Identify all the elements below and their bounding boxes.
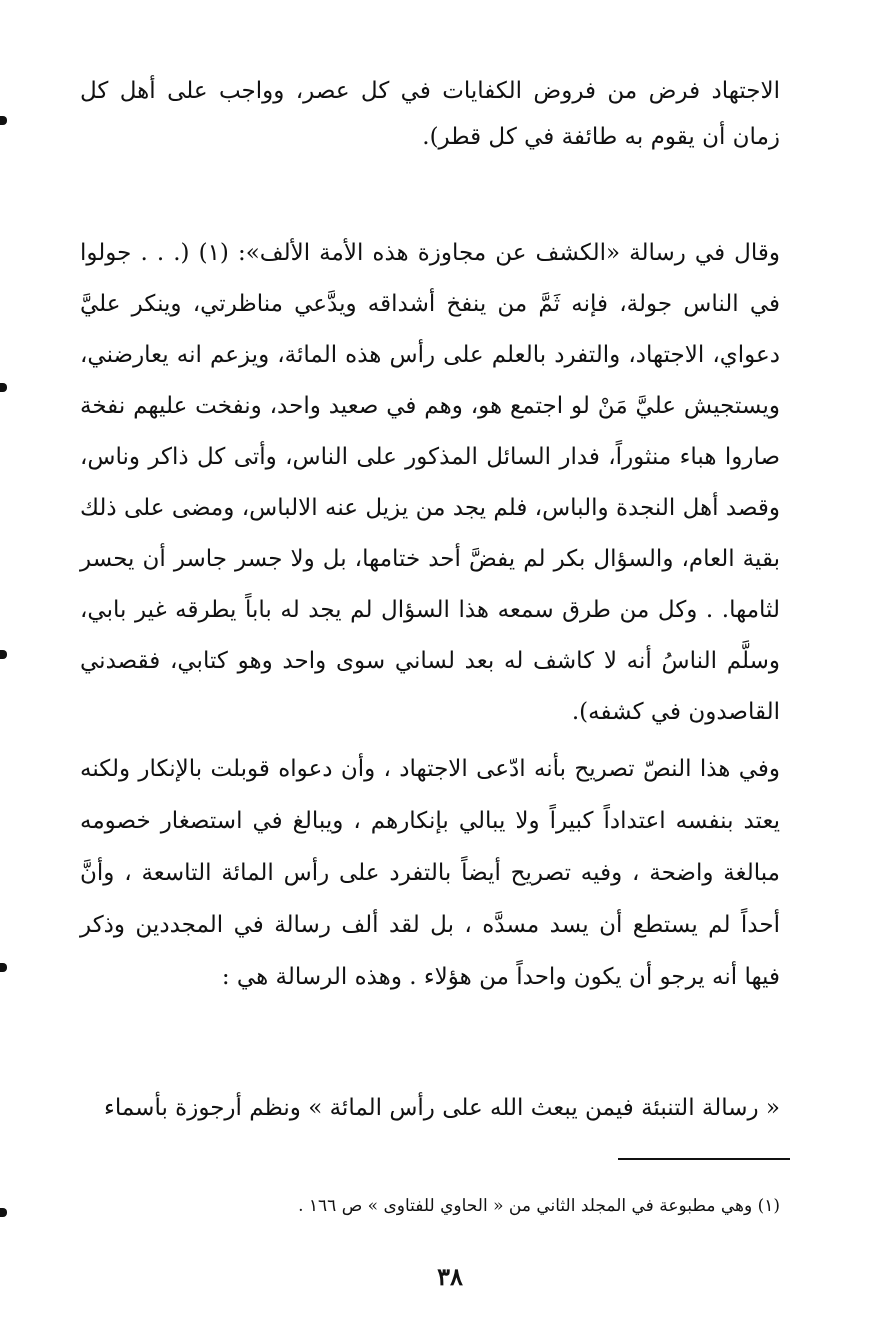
paragraph-2-quotation: وقال في رسالة «الكشف عن مجاوزة هذه الأمة الألف»: (١) (. . . جولوا في الناس جولة، فإنه ثَمَّ من ينفخ أشداقه ويدَّعي مناظرتي، وينكر عليَّ دعواي، الاجتهاد، والتفرد بالعلم على رأس هذه المائة، ويزعم انه يعارضني، ويستجيش عليَّ مَنْ لو اجتمع هو، وهم في صعيد واحد، ونفخت عليهم نفخة صاروا هباء منثوراً، فدار السائل المذكور على الناس، وأتى كل ذاكر وناس، وقصد أهل النجدة والباس، فلم يجد من يزيل عنه الالباس، ومضى على ذلك بقية العام، والسؤال بكر لم يفضَّ أحد ختامها، بل ولا جسر جاسر أن يحسر لثامها. . وكل من طرق سمعه هذا السؤال لم يجد له باباً يطرقه غير بابي، وسلَّم الناسُ أنه لا كاشف له بعد لساني سوى واحد وهو كتابي، فقصدني القاصدون في كشفه). (80, 240, 780, 725)
margin-mark (0, 963, 7, 972)
footnote-separator (618, 1158, 790, 1160)
margin-mark (0, 1208, 7, 1217)
paragraph-3-commentary: وفي هذا النصّ تصريح بأنه ادّعى الاجتهاد ، وأن دعواه قوبلت بالإنكار ولكنه يعتد بنفسه اعتداداً كبيراً ولا يبالي بإنكارهم ، ويبالغ في استصغار خصومه مبالغة واضحة ، وفيه تصريح أيضاً بالتفرد على رأس المائة التاسعة ، وأنَّ أحداً لم يستطع أن يسد مسدَّه ، بل لقد ألف رسالة في المجددين وذكر فيها أنه يرجو أن يكون واحداً من هؤلاء . وهذه الرسالة هي : (80, 756, 780, 990)
margin-mark (0, 383, 7, 392)
footnote: (١) وهي مطبوعة في المجلد الثاني من « الحاوي للفتاوى » ص ١٦٦ . (298, 1196, 780, 1216)
paragraph-4-treatise-title: « رسالة التنبئة فيمن يبعث الله على رأس المائة » ونظم أرجوزة بأسماء (104, 1095, 780, 1121)
page-number: ٣٨ (437, 1262, 463, 1291)
margin-mark (0, 650, 7, 659)
margin-mark (0, 116, 7, 125)
paragraph-1: الاجتهاد فرض من فروض الكفايات في كل عصر، وواجب على أهل كل زمان أن يقوم به طائفة في كل قطر). (80, 78, 780, 150)
